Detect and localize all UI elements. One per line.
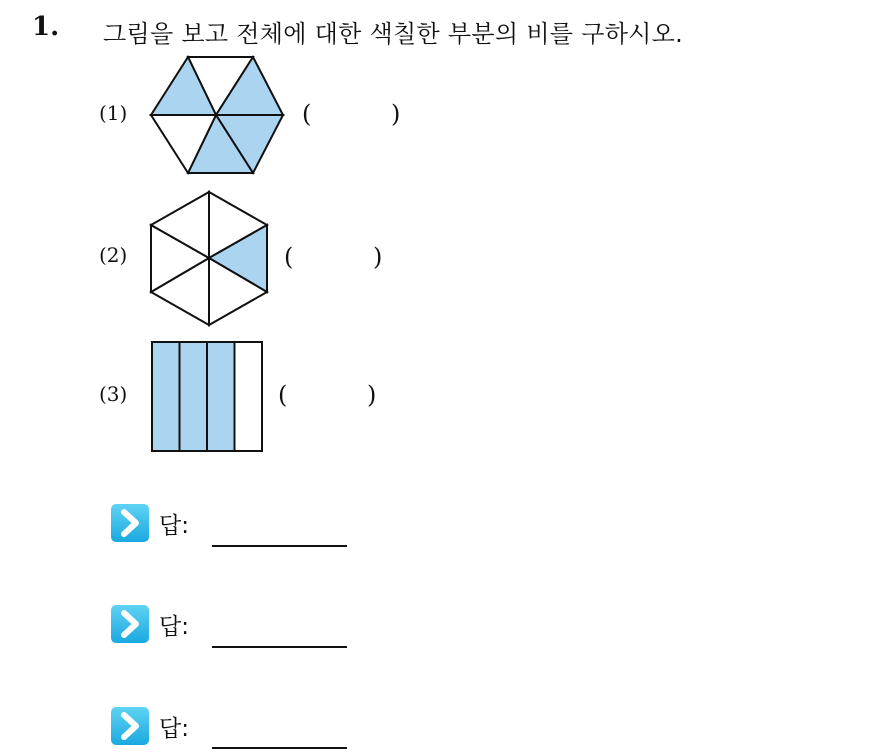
answer-paren-open-1: (: [302, 100, 312, 128]
strip-part-1: [152, 342, 180, 451]
answer-paren-close-3: ): [367, 381, 377, 409]
chevron-right-icon: [110, 503, 150, 543]
chevron-right-icon: [110, 706, 150, 746]
item-1-label: (1): [99, 101, 128, 125]
item-2-label: (2): [99, 243, 128, 267]
answer-paren-close-2: ): [373, 243, 383, 271]
answer-blank-2[interactable]: [212, 646, 347, 648]
question-number: 1.: [32, 12, 60, 42]
answer-label-2: 답:: [159, 614, 189, 640]
strip-part-4: [235, 342, 263, 451]
answer-label-1: 답:: [159, 513, 189, 539]
answer-blank-1[interactable]: [212, 545, 347, 547]
strip-part-2: [180, 342, 208, 451]
answer-paren-open-2: (: [284, 243, 294, 271]
hexagon-figure-1: [148, 55, 288, 177]
strip-part-3: [207, 342, 235, 451]
answer-paren-close-1: ): [391, 100, 401, 128]
answer-label-3: 답:: [159, 716, 189, 742]
question-text: 그림을 보고 전체에 대한 색칠한 부분의 비를 구하시오.: [103, 20, 684, 48]
answer-blank-3[interactable]: [212, 747, 347, 749]
answer-paren-open-3: (: [278, 381, 288, 409]
chevron-right-icon: [110, 604, 150, 644]
strips-figure-3: [150, 340, 264, 453]
item-3-label: (3): [99, 382, 128, 406]
hexagon-figure-2: [148, 189, 274, 327]
